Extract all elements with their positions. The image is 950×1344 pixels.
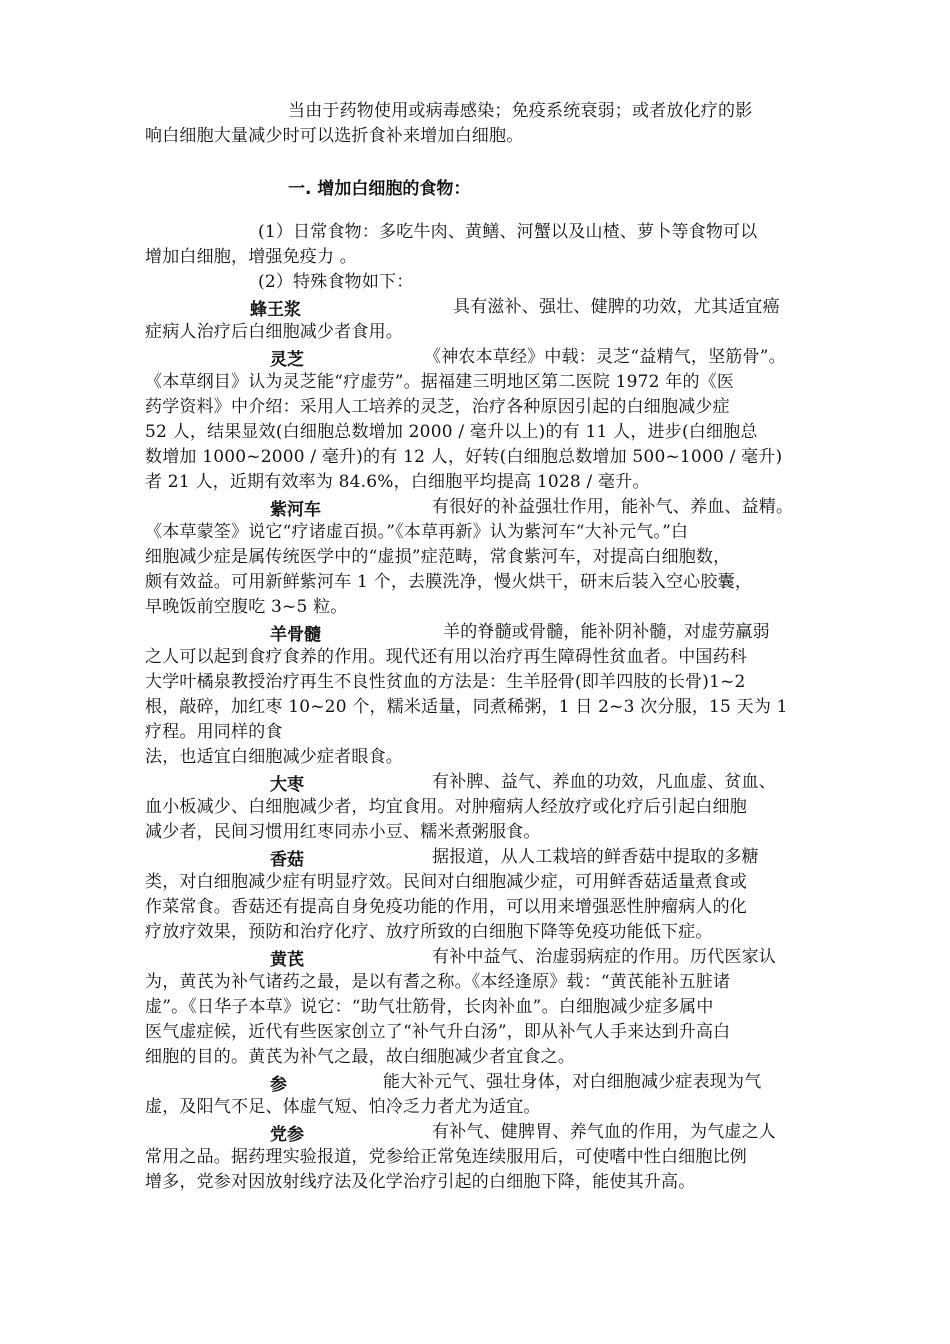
food-text-line: 有补气、健脾胃、养气血的作用，为气虚之人 bbox=[432, 1122, 776, 1142]
food-text-line: 者 21 人，近期有效率为 84.6%，白细胞平均提高 1028 / 毫升。 bbox=[145, 472, 650, 492]
food-text-line: 虚，及阳气不足、体虚气短、怕冷乏力者尤为适宜。 bbox=[145, 1097, 541, 1117]
food-text-line: 血小板减少、白细胞减少者，均宜食用。对肿瘤病人经放疗或化疗后引起白细胞 bbox=[145, 797, 747, 817]
food-text-line: 法，也适宜白细胞减少症者眼食。 bbox=[145, 747, 403, 767]
food-text-line: 之人可以起到食疗食养的作用。现代还有用以治疗再生障碍性贫血者。中国药科 bbox=[145, 647, 747, 667]
food-text-line: 颇有效益。可用新鲜紫河车 1 个，去膜洗净，慢火烘干，研末后装入空心胶囊， bbox=[145, 572, 753, 592]
food-text-line: 能大补元气、强壮身体，对白细胞减少症表现为气 bbox=[383, 1072, 762, 1092]
food-text-line: 根，敲碎，加红枣 10~20 个，糯米适量，同煮稀粥，1 日 2~3 次分服，15 天为 1 bbox=[145, 697, 788, 717]
food-text-line: 大学叶橘泉教授治疗再生不良性贫血的方法是：生羊胫骨(即羊四肢的长骨)1~2 bbox=[145, 672, 746, 692]
food-text-line: 据报道，从人工栽培的鲜香菇中提取的多糖 bbox=[432, 847, 759, 867]
food-text-line: 细胞的目的。黄芪为补气之最，故白细胞减少者宜食之。 bbox=[145, 1047, 575, 1067]
food-text-line: 减少者，民间习惯用红枣同赤小豆、糯米煮粥服食。 bbox=[145, 822, 541, 842]
daily-line-1: (1）日常食物：多吃牛肉、黄鳝、河蟹以及山楂、萝卜等食物可以 bbox=[258, 222, 758, 242]
intro-line-1: 当由于药物使用或病毒感染；免疫系统衰弱；或者放化疗的影 bbox=[288, 101, 753, 121]
food-name-royal-jelly: 蜂王浆 bbox=[250, 300, 301, 320]
food-text-line: 羊的脊髓或骨髓，能补阴补髓，对虚劳羸弱 bbox=[443, 622, 770, 642]
section-heading: 一. 增加白细胞的食物： bbox=[288, 179, 471, 199]
food-text-line: 常用之品。据药理实验报道，党参给正常兔连续服用后，可使嗜中性白细胞比例 bbox=[145, 1147, 747, 1167]
food-name-astragalus: 黄芪 bbox=[270, 950, 304, 970]
food-text-line: 数增加 1000~2000 / 毫升)的有 12 人，好转(白细胞总数增加 500~1000 / 毫升) bbox=[145, 447, 783, 467]
food-text-line: 《本草纲目》认为灵芝能“疗虚劳”。据福建三明地区第二医院 1972 年的《医 bbox=[145, 372, 735, 392]
food-text-line: 《本草蒙筌》说它“疗诸虚百损。”《本草再新》认为紫河车“大补元气。”白 bbox=[145, 522, 689, 542]
food-text-line: 有补脾、益气、养血的功效，凡血虚、贫血、 bbox=[432, 772, 776, 792]
food-name-jujube: 大枣 bbox=[270, 775, 304, 795]
food-name-lingzhi: 灵芝 bbox=[270, 350, 304, 370]
food-text-line: 细胞减少症是属传统医学中的“虚损”症范畴，常食紫河车，对提高白细胞数， bbox=[145, 547, 731, 567]
daily-line-2: 增加白细胞，增强免疫力 。 bbox=[145, 247, 358, 267]
food-name-codonopsis: 党参 bbox=[270, 1125, 304, 1145]
food-text-line: 有补中益气、治虚弱病症的作用。历代医家认 bbox=[432, 947, 776, 967]
food-text-line: 早晚饭前空腹吃 3~5 粒。 bbox=[145, 597, 348, 617]
food-name-ginseng: 参 bbox=[270, 1075, 287, 1095]
food-text-line: 具有滋补、强壮、健脾的功效，尤其适宜癌 bbox=[453, 297, 780, 317]
food-text-line: 药学资料》中介绍：采用人工培养的灵芝，治疗各种原因引起的白细胞减少症 bbox=[145, 397, 730, 417]
food-text-line: 疗放疗效果，预防和治疗化疗、放疗所致的白细胞下降等免疫功能低下症。 bbox=[145, 922, 713, 942]
food-text-line: 虚”。《日华子本草》说它：“助气壮筋骨，长肉补血”。白细胞减少症多属中 bbox=[145, 997, 714, 1017]
food-text-line: 疗程。用同样的食 bbox=[145, 722, 283, 742]
food-text-line: 为，黄芪为补气诸药之最，是以有耆之称。《本经逢原》载：“黄芪能补五脏诸 bbox=[145, 972, 731, 992]
food-name-shiitake: 香菇 bbox=[270, 850, 304, 870]
food-text-line: 52 人，结果显效(白细胞总数增加 2000 / 毫升以上)的有 11 人，进步(白细胞总 bbox=[145, 422, 758, 442]
food-text-line: 有很好的补益强壮作用，能补气、养血、益精。 bbox=[432, 497, 794, 517]
food-text-line: 症病人治疗后白细胞减少者食用。 bbox=[145, 322, 403, 342]
food-text-line: 作菜常食。香菇还有提高自身免疫功能的作用，可以用来增强恶性肿瘤病人的化 bbox=[145, 897, 747, 917]
food-name-sheep-marrow: 羊骨髓 bbox=[270, 625, 321, 645]
special-foods-label: (2）特殊食物如下： bbox=[258, 272, 414, 292]
food-text-line: 医气虚症候，近代有些医家创立了“补气升白汤”，即从补气人手来达到升高白 bbox=[145, 1022, 731, 1042]
intro-line-2: 响白细胞大量减少时可以选折食补来增加白细胞。 bbox=[145, 126, 524, 146]
food-text-line: 《神农本草经》中载：灵芝“益精气，坚筋骨”。 bbox=[424, 347, 786, 367]
food-name-placenta: 紫河车 bbox=[270, 500, 321, 520]
food-text-line: 增多，党参对因放射线疗法及化学治疗引起的白细胞下降，能使其升高。 bbox=[145, 1172, 696, 1192]
food-text-line: 类，对白细胞减少症有明显疗效。民间对白细胞减少症，可用鲜香菇适量煮食或 bbox=[145, 872, 747, 892]
